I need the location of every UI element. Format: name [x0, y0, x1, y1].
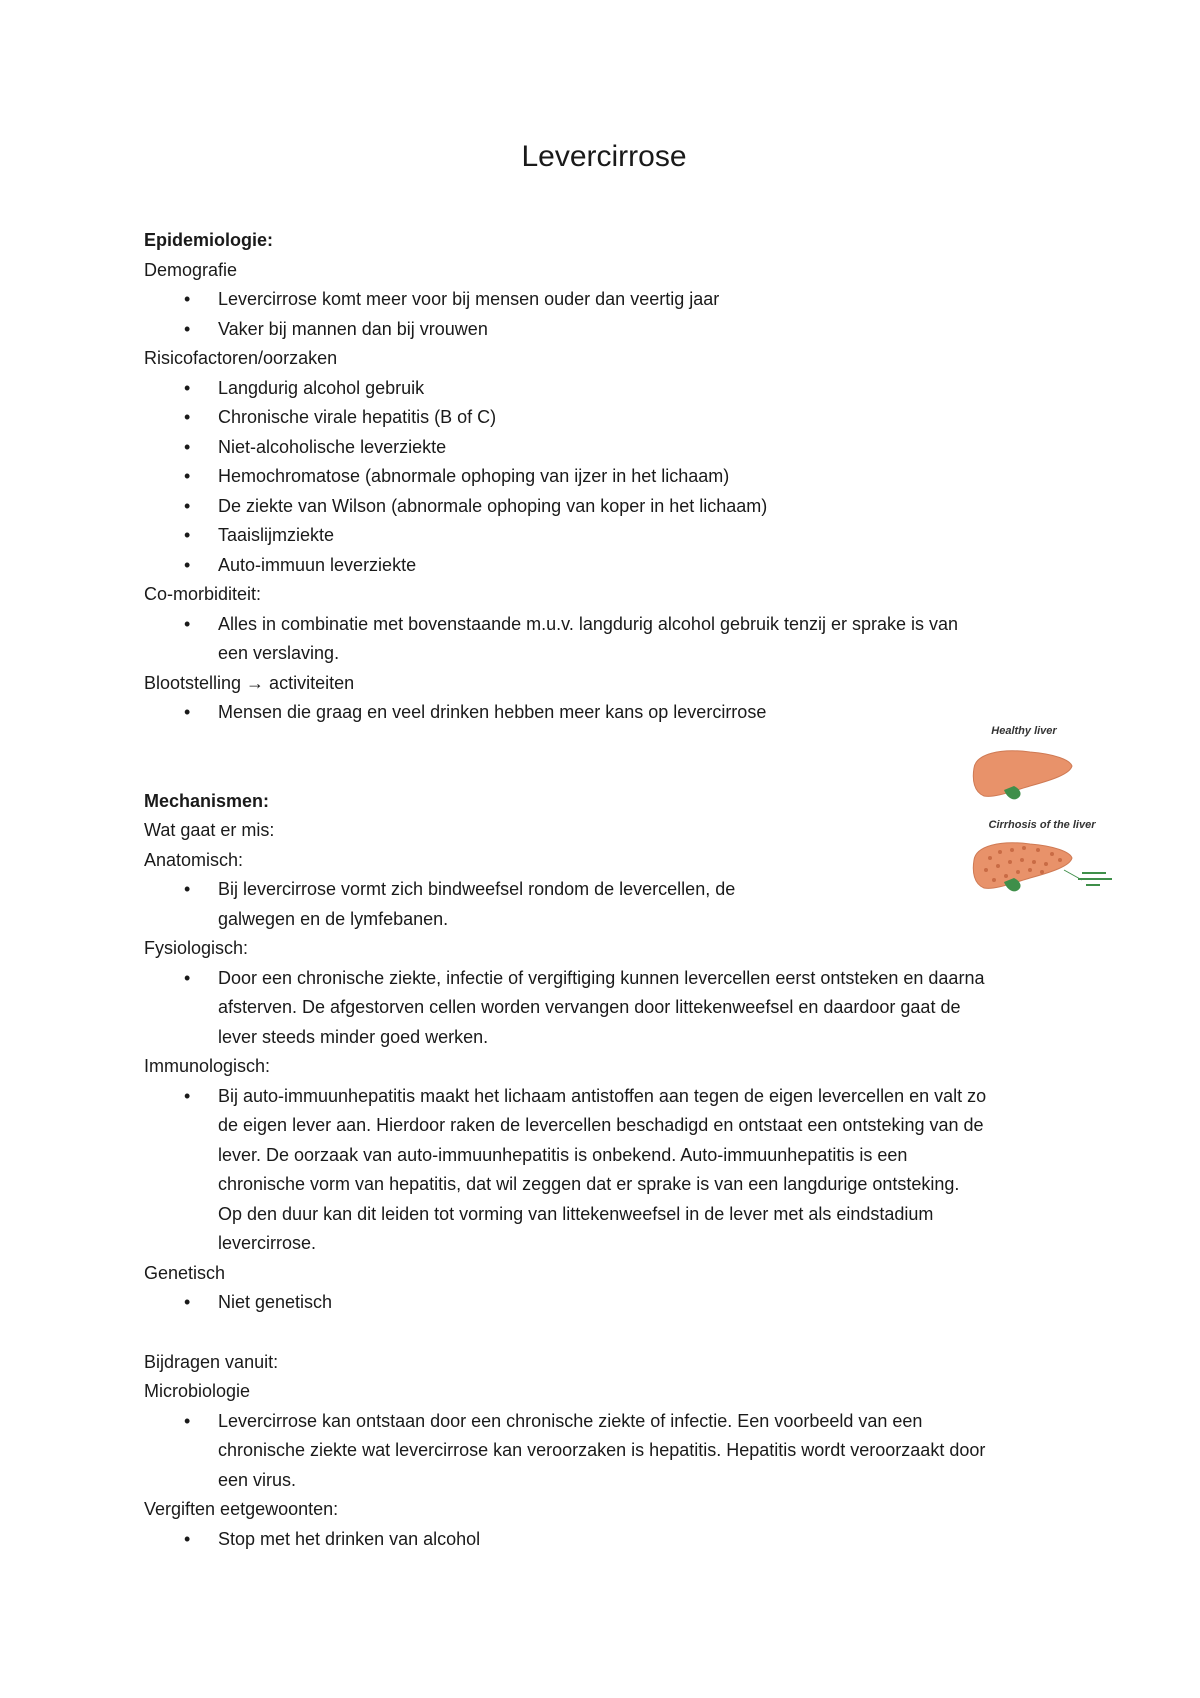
list-genetisch	[144, 1288, 1064, 1318]
list-item: • Taaislijmziekte	[144, 521, 1064, 551]
subheading-demografie: Demografie	[144, 259, 238, 280]
page-title: Levercirrose	[521, 140, 687, 173]
subheading-fysiologisch: Fysiologisch:	[144, 938, 249, 958]
subheading-blootstelling: Blootstelling → activiteiten	[144, 672, 355, 693]
liver-illustration	[960, 720, 1130, 910]
cirrhosis-label: Cirrhosis of the liver	[988, 819, 1096, 831]
subheading-risicofactoren: Risicofactoren/oorzaken	[144, 348, 338, 368]
cirrhotic-liver-shape	[973, 843, 1072, 889]
list-risicofactoren	[144, 374, 1064, 581]
list-comorbiditeit	[144, 610, 1064, 669]
section-heading-mechanismen: Mechanismen:	[144, 790, 270, 811]
list-item: • Mensen die graag en veel drinken hebben meer kans op levercirrose	[144, 698, 1064, 728]
list-item: • Stop met het drinken van alcohol	[144, 1525, 1064, 1555]
subheading-immunologisch: Immunologisch:	[144, 1056, 271, 1076]
spacer	[144, 1318, 1064, 1348]
spacer	[144, 728, 1064, 787]
list-item: • Vaker bij mannen dan bij vrouwen	[144, 315, 1064, 345]
section-heading-epidemiologie: Epidemiologie:	[144, 230, 274, 250]
list-item: • Langdurig alcohol gebruik	[144, 374, 1064, 404]
subheading-microbiologie: Microbiologie	[144, 1381, 251, 1401]
list-vergiften	[144, 1525, 1064, 1555]
subheading-wat-gaat-er-mis: Wat gaat er mis:	[144, 820, 275, 840]
list-item: • Alles in combinatie met bovenstaande m.u.v. langdurig alcohol gebruik tenzij er sprake is van een verslaving.	[144, 610, 978, 669]
subheading-anatomisch: Anatomisch:	[144, 849, 244, 870]
healthy-liver-label: Healthy liver	[991, 725, 1057, 737]
list-item: • Door een chronische ziekte, infectie of vergiftiging kunnen levercellen eerst ontsteken en daarna afsterven. De afgestorven cellen worden vervangen door littekenweefsel en daardoor gaat de lever steeds minder goed werken.	[144, 964, 988, 1053]
list-item: • Auto-immuun leverziekte	[144, 551, 1064, 581]
subheading-comorbiditeit: Co-morbiditeit:	[144, 584, 262, 604]
annotation-scribble	[1078, 872, 1112, 886]
subheading-vergiften: Vergiften eetgewoonten:	[144, 1499, 339, 1519]
subheading-genetisch: Genetisch	[144, 1262, 226, 1283]
list-anatomisch	[144, 875, 1064, 934]
section-heading-bijdragen: Bijdragen vanuit:	[144, 1351, 279, 1372]
list-item: • De ziekte van Wilson (abnormale ophoping van koper in het lichaam)	[144, 492, 1064, 522]
list-item: • Hemochromatose (abnormale ophoping van ijzer in het lichaam)	[144, 462, 1064, 492]
healthy-liver-shape	[973, 751, 1072, 797]
list-microbiologie	[144, 1407, 1064, 1496]
list-item: • Chronische virale hepatitis (B of C)	[144, 403, 1064, 433]
list-item: • Niet-alcoholische leverziekte	[144, 433, 1064, 463]
list-item: • Levercirrose komt meer voor bij mensen ouder dan veertig jaar	[144, 285, 1064, 315]
list-demografie	[144, 285, 1064, 344]
list-item: • Bij auto-immuunhepatitis maakt het lichaam antistoffen aan tegen de eigen levercellen en valt zo de eigen lever aan. Hierdoor raken de levercellen beschadigd en ontstaat een ontsteking van de lever. De oorzaak van auto-immuunhepatitis is onbekend. Auto-immuunhepatitis is een chronische vorm van hepatitis, dat wil zeggen dat er sprake is van een langdurige ontsteking. Op den duur kan dit leiden tot vorming van littekenweefsel in de lever met als eindstadium levercirrose.	[144, 1082, 988, 1259]
list-fysiologisch	[144, 964, 1064, 1053]
list-item: • Levercirrose kan ontstaan door een chronische ziekte of infectie. Een voorbeeld van een chronische ziekte wat levercirrose kan veroorzaken is hepatitis. Hepatitis wordt veroorzaakt door een virus.	[144, 1407, 988, 1496]
list-blootstelling	[144, 698, 1064, 728]
list-item: • Bij levercirrose vormt zich bindweefsel rondom de levercellen, de galwegen en de lymfebanen.	[144, 875, 778, 934]
document-body	[144, 226, 1064, 1554]
list-item: • Niet genetisch	[144, 1288, 1064, 1318]
list-immunologisch	[144, 1082, 1064, 1259]
